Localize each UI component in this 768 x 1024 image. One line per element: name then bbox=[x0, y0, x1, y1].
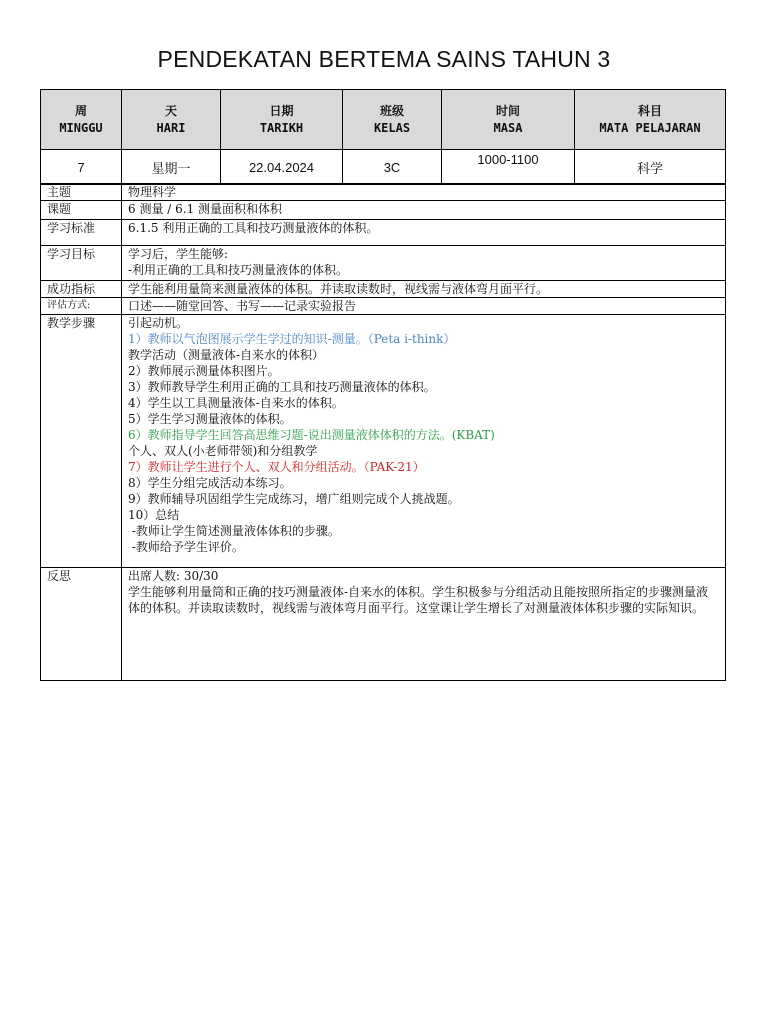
values-row bbox=[41, 150, 726, 185]
text-success: 学生能利用量筒来测量液体的体积。并读取读数时，视线需与液体弯月面平行。 bbox=[122, 281, 726, 298]
objective-line: -利用正确的工具和技巧测量液体的体积。 bbox=[128, 263, 349, 277]
header-minggu: 周 MINGGU bbox=[41, 90, 122, 150]
header-kelas: 班级 KELAS bbox=[343, 90, 442, 150]
step-line: 引起动机。 bbox=[128, 316, 189, 330]
text-assessment: 口述——随堂回答、书写——记录实验报告 bbox=[122, 298, 726, 315]
row-topic bbox=[41, 201, 726, 220]
reflection-text: 学生能够利用量筒和正确的技巧测量液体-自来水的体积。学生积极参与分组活动且能按照所指定的步骤测量液体的体积。并读取读数时，视线需与液体弯月面平行。这堂课让学生增长了对测量液体体积步骤的实际知识。 bbox=[128, 585, 709, 615]
header-hari: 天 HARI bbox=[122, 90, 221, 150]
value-minggu: 7 bbox=[41, 150, 122, 185]
step-line: 6）教师指导学生回答高思维习题-说出测量液体体积的方法。(KBAT) bbox=[128, 428, 495, 442]
value-hari: 星期一 bbox=[122, 150, 221, 185]
row-reflection bbox=[41, 568, 726, 681]
lesson-table bbox=[40, 183, 726, 681]
step-line: 7）教师让学生进行个人、双人和分组活动。（PAK-21） bbox=[128, 460, 425, 474]
label-assessment: 评估方式: bbox=[41, 298, 122, 315]
step-line: -教师给予学生评价。 bbox=[128, 540, 244, 554]
header-table bbox=[40, 89, 726, 185]
text-steps bbox=[122, 315, 726, 568]
step-line: 2）教师展示测量体积图片。 bbox=[128, 364, 280, 378]
step-line: 10）总结 bbox=[128, 508, 180, 522]
row-theme bbox=[41, 184, 726, 201]
step-line: 个人、双人(小老师带领)和分组教学 bbox=[128, 444, 318, 458]
value-tarikh: 22.04.2024 bbox=[221, 150, 343, 185]
step-line: -教师让学生简述测量液体体积的步骤。 bbox=[128, 524, 340, 538]
label-theme: 主题 bbox=[41, 184, 122, 201]
page-title: PENDEKATAN BERTEMA SAINS TAHUN 3 bbox=[157, 46, 611, 72]
label-standard: 学习标准 bbox=[41, 220, 122, 246]
step-line: 5）学生学习测量液体的体积。 bbox=[128, 412, 292, 426]
header-tarikh: 日期 TARIKH bbox=[221, 90, 343, 150]
row-objective bbox=[41, 246, 726, 281]
objective-line: 学习后，学生能够: bbox=[128, 247, 229, 261]
text-reflection bbox=[122, 568, 726, 681]
row-standard bbox=[41, 220, 726, 246]
step-line: 教学活动（测量液体-自来水的体积） bbox=[128, 348, 325, 362]
label-steps: 教学步骤 bbox=[41, 315, 122, 568]
value-kelas: 3C bbox=[343, 150, 442, 185]
text-theme: 物理科学 bbox=[122, 184, 726, 201]
header-mata-pelajaran: 科目 MATA PELAJARAN bbox=[575, 90, 726, 150]
step-line: 9）教师辅导巩固组学生完成练习，增广组则完成个人挑战题。 bbox=[128, 492, 460, 506]
row-success bbox=[41, 281, 726, 298]
row-assessment bbox=[41, 298, 726, 315]
row-steps bbox=[41, 315, 726, 568]
text-objective bbox=[122, 246, 726, 281]
step-line: 3）教师教导学生利用正确的工具和技巧测量液体的体积。 bbox=[128, 380, 436, 394]
label-objective: 学习目标 bbox=[41, 246, 122, 281]
label-success: 成功指标 bbox=[41, 281, 122, 298]
step-line: 4）学生以工具测量液体-自来水的体积。 bbox=[128, 396, 344, 410]
header-row bbox=[41, 90, 726, 150]
value-subjek: 科学 bbox=[575, 150, 726, 185]
label-topic: 课题 bbox=[41, 201, 122, 220]
step-line: 8）学生分组完成活动本练习。 bbox=[128, 476, 292, 490]
attendance: 出席人数: 30/30 bbox=[128, 569, 219, 583]
label-reflection: 反思 bbox=[41, 568, 122, 681]
step-line: 1）教师以气泡图展示学生学过的知识-测量。（Peta i-think） bbox=[128, 332, 456, 346]
value-masa: 1000-1100 bbox=[442, 150, 575, 185]
header-masa: 时间 MASA bbox=[442, 90, 575, 150]
text-standard: 6.1.5 利用正确的工具和技巧测量液体的体积。 bbox=[122, 220, 726, 246]
text-topic: 6 测量 / 6.1 测量面积和体积 bbox=[122, 201, 726, 220]
